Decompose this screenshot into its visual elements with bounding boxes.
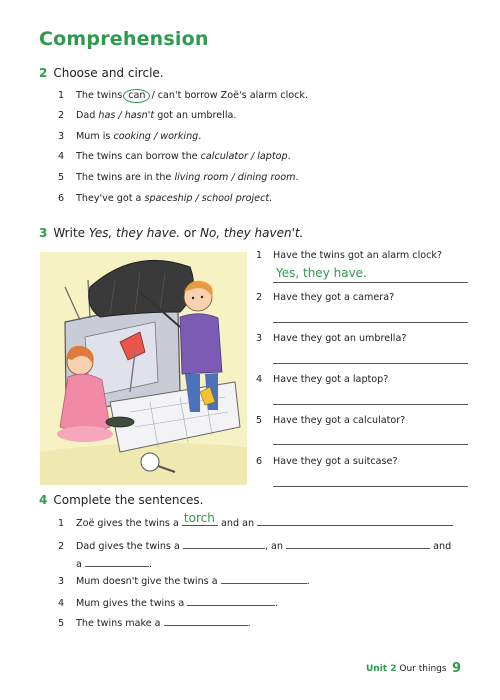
unit-name: Our things: [399, 664, 447, 674]
answer-blank[interactable]: [221, 574, 307, 584]
item-text: The twins can borrow the: [76, 151, 198, 162]
answer-line[interactable]: [273, 444, 468, 445]
item-text: and: [433, 541, 452, 552]
item-number: 4: [58, 151, 65, 162]
choice-options[interactable]: calculator / laptop: [200, 151, 288, 162]
item-text: got an umbrella.: [157, 110, 237, 121]
item-text: The twins: [76, 90, 123, 101]
ex2-item-1: [58, 89, 308, 103]
ex3-question-4: [256, 374, 388, 385]
twins-packing-illustration: [40, 252, 247, 485]
item-number: 5: [58, 618, 65, 629]
ex2-item-3: [58, 131, 201, 142]
item-text: .: [269, 193, 273, 204]
ex3-question-1: [256, 250, 442, 261]
item-number: 4: [256, 374, 263, 385]
answer-handwritten[interactable]: Yes, they have.: [276, 266, 367, 280]
answer-line[interactable]: [273, 363, 468, 364]
ex3-question-5: [256, 415, 405, 426]
item-number: 3: [58, 576, 65, 587]
item-number: 2: [58, 541, 65, 552]
choice-options[interactable]: spaceship / school project: [144, 193, 270, 204]
item-number: 1: [256, 250, 263, 261]
exercise-instruction: Write: [53, 226, 86, 240]
example-no: No, they haven't.: [199, 226, 304, 240]
question-text: Have they got a suitcase?: [273, 456, 398, 467]
page-footer: [366, 664, 447, 674]
answer-blank[interactable]: [257, 516, 453, 526]
item-text: The twins make a: [76, 618, 161, 629]
exercise-2-heading: [39, 66, 164, 80]
item-text: Dad gives the twins a: [76, 541, 180, 552]
answer-line[interactable]: [273, 322, 468, 323]
exercise-number: 4: [39, 493, 48, 507]
item-number: 2: [58, 110, 65, 121]
item-text: The twins are in the: [76, 172, 172, 183]
answer-blank[interactable]: [183, 539, 265, 549]
item-text: a: [76, 559, 82, 570]
exercise-instruction: Choose and circle.: [53, 66, 164, 80]
item-text: Mum is: [76, 131, 111, 142]
ex4-item-2: [58, 539, 451, 552]
item-text: and an: [220, 518, 255, 529]
ex2-item-6: [58, 193, 272, 204]
choice-options[interactable]: cooking / working: [113, 131, 199, 142]
item-text: Dad: [76, 110, 96, 121]
answer-blank[interactable]: [187, 596, 275, 606]
ex3-question-6: [256, 456, 398, 467]
choice-options[interactable]: has / hasn't: [98, 110, 155, 121]
item-text: .: [198, 131, 202, 142]
ex3-question-2: [256, 292, 394, 303]
example-yes: Yes, they have.: [88, 226, 181, 240]
item-number: 2: [256, 292, 263, 303]
exercise-instruction: Complete the sentences.: [53, 493, 204, 507]
exercise-instruction: or: [183, 226, 197, 240]
item-number: 6: [256, 456, 263, 467]
ex2-item-2: [58, 110, 236, 121]
item-number: 6: [58, 193, 65, 204]
answer-blank[interactable]: [182, 511, 218, 526]
question-text: Have they got a calculator?: [273, 415, 406, 426]
question-text: Have the twins got an alarm clock?: [273, 250, 443, 261]
exercise-3-heading: [39, 226, 303, 240]
ex4-item-4: 4 Mum gives the twins a .: [58, 598, 279, 609]
page-number: 9: [452, 661, 462, 676]
answer-line[interactable]: [273, 404, 468, 405]
item-number: 3: [58, 131, 65, 142]
answer-line[interactable]: [273, 282, 468, 283]
item-text: Mum doesn't give the twins a: [76, 576, 218, 587]
ex4-item-5: 5 The twins make a .: [58, 618, 251, 629]
answer-line[interactable]: [273, 486, 468, 487]
item-text: Zoë gives the twins a: [76, 518, 179, 529]
question-text: Have they got a laptop?: [273, 374, 389, 385]
item-text: .: [287, 151, 291, 162]
choice-options[interactable]: living room / dining room: [174, 172, 296, 183]
item-text: .: [295, 172, 299, 183]
item-text: Mum gives the twins a: [76, 598, 185, 609]
ex3-question-3: [256, 333, 406, 344]
exercise-4-heading: [39, 493, 204, 507]
item-number: 5: [58, 172, 65, 183]
circled-answer[interactable]: can: [123, 89, 150, 103]
illustration: [40, 252, 247, 485]
item-text: They've got a: [76, 193, 142, 204]
question-text: Have they got a camera?: [273, 292, 395, 303]
question-text: Have they got an umbrella?: [273, 333, 407, 344]
ex4-item-3: 3 Mum doesn't give the twins a .: [58, 576, 310, 587]
answer-blank[interactable]: [286, 539, 430, 549]
item-number: 4: [58, 598, 65, 609]
exercise-number: 3: [39, 226, 48, 240]
item-number: 1: [58, 518, 65, 529]
item-number: 1: [58, 90, 65, 101]
item-number: 3: [256, 333, 263, 344]
answer-blank[interactable]: [164, 616, 248, 626]
ex4-item-1: [58, 511, 453, 529]
answer-blank[interactable]: [85, 557, 149, 567]
exercise-number: 2: [39, 66, 48, 80]
item-text: / can't borrow Zoë's alarm clock.: [151, 90, 308, 101]
ex2-item-5: [58, 172, 299, 183]
answer-handwritten: torch: [183, 511, 215, 525]
unit-label: Unit 2: [366, 664, 397, 674]
page-title: Comprehension: [39, 28, 209, 50]
item-number: 5: [256, 415, 263, 426]
item-text: , an: [264, 541, 283, 552]
ex4-item-2-cont: a .: [76, 559, 153, 570]
ex2-item-4: [58, 151, 291, 162]
